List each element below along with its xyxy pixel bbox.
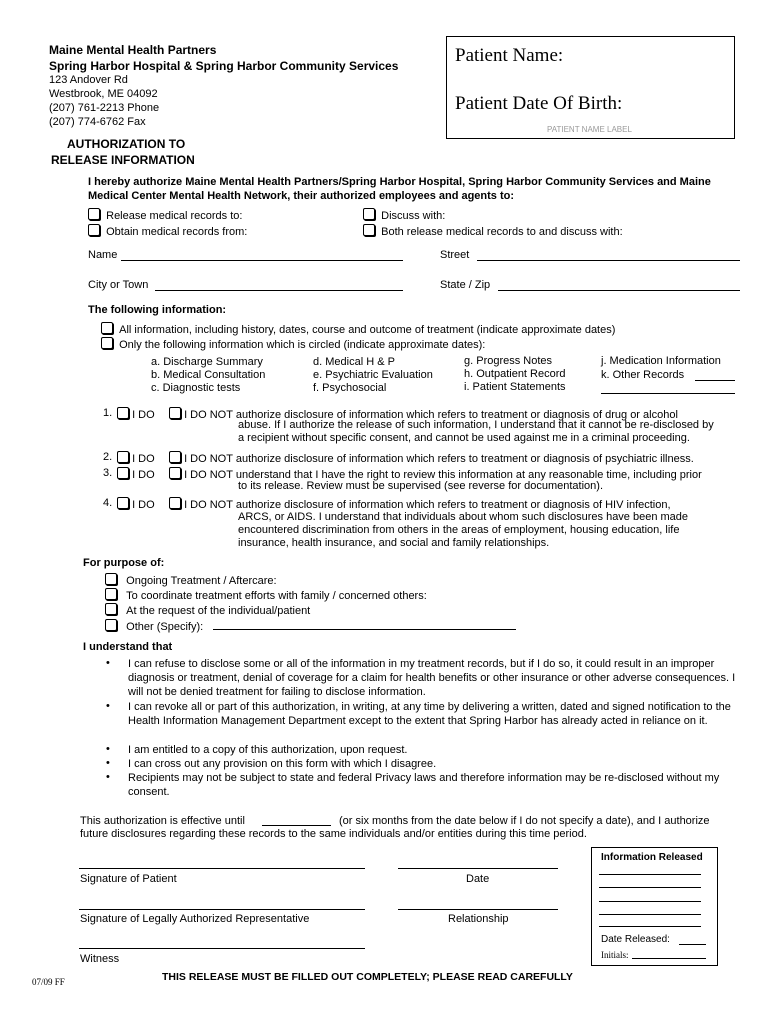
effective-date-line[interactable] <box>262 825 331 826</box>
purpose-coordinate-label: To coordinate treatment efforts with family / concerned others: <box>126 590 427 602</box>
consent-1-text-3: a recipient without specific consent, and cannot be used against me in a criminal proceeding. <box>238 432 690 444</box>
obtain-checkbox[interactable] <box>88 224 100 236</box>
item-g[interactable]: g. Progress Notes <box>464 355 553 367</box>
only-info-option[interactable] <box>101 337 485 351</box>
consent-3-text-2: to its release. Review must be supervised (see reverse for documentation). <box>238 480 603 492</box>
consent-2-ido-checkbox[interactable] <box>117 451 129 463</box>
item-f[interactable]: f. Psychosocial <box>313 382 387 394</box>
effective-text-3: future disclosures regarding these records to the same individuals and/or entities during this time period. <box>80 828 587 840</box>
consent-2-idonot-checkbox[interactable] <box>169 451 181 463</box>
all-info-label: All information, including history, dates, course and outcome of treatment (indicate approximate dates) <box>119 324 616 336</box>
understand-item-5: Recipients may not be subject to state and federal Privacy laws and therefore information may be re-disclosed without my consent. <box>128 772 720 798</box>
item-h[interactable]: h. Outpatient Record <box>464 368 566 380</box>
consent-1-ido[interactable] <box>117 407 155 421</box>
patient-signature-label: Signature of Patient <box>80 873 177 885</box>
release-label: Release medical records to: <box>106 210 243 222</box>
item-i[interactable]: i. Patient Statements <box>464 381 566 393</box>
date-released-label: Date Released: <box>601 934 670 945</box>
understand-item-3: I am entitled to a copy of this authorization, upon request. <box>128 744 408 756</box>
ido-label: I DO <box>132 453 155 465</box>
consent-4-ido-checkbox[interactable] <box>117 497 129 509</box>
purpose-other-label: Other (Specify): <box>126 621 204 633</box>
bullet-icon: • <box>106 743 110 755</box>
understand-heading: I understand that <box>83 641 173 653</box>
consent-4-text-4: insurance, health insurance, and social and family relationships. <box>238 537 550 549</box>
consent-4-idonot[interactable] <box>169 497 671 511</box>
consent-3-number: 3. <box>103 467 113 479</box>
purpose-heading: For purpose of: <box>83 557 165 569</box>
consent-1-idonot-checkbox[interactable] <box>169 407 181 419</box>
initials-line[interactable] <box>632 958 706 959</box>
consent-4-text-2: ARCS, or AIDS. I understand that individuals about whom such disclosures have been made <box>238 511 689 523</box>
consent-3-idonot[interactable] <box>169 467 702 481</box>
other-records-line[interactable] <box>695 380 735 381</box>
ido-label: I DO <box>132 499 155 511</box>
address-line-2: Westbrook, ME 04092 <box>49 88 158 100</box>
city-label: City or Town <box>88 279 149 291</box>
patient-dob-label: Patient Date Of Birth: <box>455 93 623 114</box>
rep-signature-label: Signature of Legally Authorized Representative <box>80 913 310 925</box>
consent-3-ido-checkbox[interactable] <box>117 467 129 479</box>
consent-2-number: 2. <box>103 451 113 463</box>
idonot-label: I DO NOT <box>184 453 233 465</box>
bullet-icon: • <box>106 757 110 769</box>
purpose-ongoing-checkbox[interactable] <box>105 573 117 585</box>
understand-item-2: I can revoke all or part of this authorization, in writing, at any time by delivering a written, dated and signed notification to the Health Information Management Department except to the extent that Spring Harbor has already acted in reliance on it. <box>128 701 731 727</box>
info-released-box <box>591 847 718 966</box>
date-released-line[interactable] <box>679 944 706 945</box>
form-title-line-2: RELEASE INFORMATION <box>51 153 195 167</box>
bullet-icon: • <box>106 657 110 669</box>
obtain-label: Obtain medical records from: <box>106 226 248 238</box>
bullet-icon: • <box>106 700 110 712</box>
item-k[interactable]: k. Other Records <box>601 369 685 381</box>
info-released-line-2[interactable] <box>599 887 701 888</box>
item-e[interactable]: e. Psychiatric Evaluation <box>313 369 433 381</box>
patient-signature-line[interactable] <box>79 868 365 869</box>
ido-label: I DO <box>132 469 155 481</box>
consent-2-ido[interactable] <box>117 451 155 465</box>
other-records-line-2[interactable] <box>601 393 735 394</box>
patient-name-label: Patient Name: <box>455 45 564 66</box>
consent-2-idonot[interactable] <box>169 451 694 465</box>
purpose-other-line[interactable] <box>213 629 516 630</box>
street-label: Street <box>440 249 470 261</box>
address-line-1: 123 Andover Rd <box>49 74 128 86</box>
purpose-ongoing[interactable] <box>105 573 277 587</box>
idonot-label: I DO NOT <box>184 499 233 511</box>
witness-label: Witness <box>80 953 120 965</box>
purpose-coordinate[interactable] <box>105 588 427 602</box>
release-checkbox[interactable] <box>88 208 100 220</box>
patient-label-caption: PATIENT NAME LABEL <box>547 125 632 134</box>
form-title-line-1: AUTHORIZATION TO <box>67 137 186 151</box>
all-info-checkbox[interactable] <box>101 322 113 334</box>
consent-3-text-1: understand that I have the right to review this information at any reasonable time, including prior <box>235 469 702 481</box>
item-j[interactable]: j. Medication Information <box>601 355 721 367</box>
consent-1-ido-checkbox[interactable] <box>117 407 129 419</box>
consent-1-number: 1. <box>103 407 113 419</box>
state-label: State / Zip <box>440 279 491 291</box>
obtain-option[interactable] <box>88 224 247 238</box>
street-line[interactable] <box>477 260 740 261</box>
item-d[interactable]: d. Medical H & P <box>313 356 395 368</box>
state-zip-line[interactable] <box>498 290 740 291</box>
purpose-request-label: At the request of the individual/patient <box>126 605 311 617</box>
discuss-label: Discuss with: <box>381 210 446 222</box>
consent-4-text-1: authorize disclosure of information which refers to treatment or diagnosis of HIV infection, <box>235 499 671 511</box>
relationship-label: Relationship <box>448 913 509 925</box>
consent-4-ido[interactable] <box>117 497 155 511</box>
phone: (207) 761-2213 Phone <box>49 102 160 114</box>
info-released-title: Information Released <box>601 852 703 863</box>
all-info-option[interactable] <box>101 322 615 336</box>
following-heading: The following information: <box>88 304 227 316</box>
info-released-line-1[interactable] <box>599 874 701 875</box>
consent-3-idonot-checkbox[interactable] <box>169 467 181 479</box>
consent-1-text-2: abuse. If I authorize the release of such information, I understand that it cannot be re-disclosed by <box>238 419 714 431</box>
patient-label-box[interactable] <box>446 36 735 139</box>
consent-3-ido[interactable] <box>117 467 155 481</box>
discuss-option[interactable] <box>363 208 445 222</box>
effective-text-1: This authorization is effective until <box>80 815 245 827</box>
purpose-coordinate-checkbox[interactable] <box>105 588 117 600</box>
understand-item-1: I can refuse to disclose some or all of the information in my treatment records, but if I do so, it could result in an improper diagnosis or treatment, denial of coverage for a claim for health benefits or other insurance or other adverse consequences. I will not be denied treatment for failing to disclose information. <box>128 658 736 698</box>
footer-notice: THIS RELEASE MUST BE FILLED OUT COMPLETELY; PLEASE READ CAREFULLY <box>162 971 573 983</box>
effective-text-2: (or six months from the date below if I do not specify a date), and I authorize <box>339 815 710 827</box>
city-line[interactable] <box>155 290 403 291</box>
both-option[interactable] <box>363 224 623 238</box>
consent-2-text: authorize disclosure of information which refers to treatment or diagnosis of psychiatric illness. <box>235 453 694 465</box>
item-a[interactable]: a. Discharge Summary <box>151 356 263 368</box>
relationship-line[interactable] <box>398 909 558 910</box>
form-code: 07/09 FF <box>32 977 65 987</box>
consent-1-text-1: authorize disclosure of information which refers to treatment or diagnosis of drug or alcohol <box>235 409 678 421</box>
item-c[interactable]: c. Diagnostic tests <box>151 382 241 394</box>
discuss-checkbox[interactable] <box>363 208 375 220</box>
idonot-label: I DO NOT <box>184 469 233 481</box>
only-info-label: Only the following information which is circled (indicate approximate dates): <box>119 339 486 351</box>
only-info-checkbox[interactable] <box>101 337 113 349</box>
bullet-icon: • <box>106 771 110 783</box>
org-name: Maine Mental Health Partners <box>49 43 217 57</box>
ido-label: I DO <box>132 409 155 421</box>
item-b[interactable]: b. Medical Consultation <box>151 369 266 381</box>
release-option[interactable] <box>88 208 242 222</box>
fax: (207) 774-6762 Fax <box>49 116 146 128</box>
info-released-line-5[interactable] <box>599 926 701 927</box>
rep-signature-line[interactable] <box>79 909 365 910</box>
purpose-request[interactable] <box>105 603 310 617</box>
name-label: Name <box>88 249 118 261</box>
understand-item-4: I can cross out any provision on this form with which I disagree. <box>128 758 437 770</box>
consent-4-idonot-checkbox[interactable] <box>169 497 181 509</box>
purpose-other-checkbox[interactable] <box>105 619 117 631</box>
purpose-ongoing-label: Ongoing Treatment / Aftercare: <box>126 575 277 587</box>
both-label: Both release medical records to and discuss with: <box>381 226 623 238</box>
consent-4-number: 4. <box>103 497 113 509</box>
purpose-other[interactable] <box>105 619 203 633</box>
intro-text: I hereby authorize Maine Mental Health Partners/Spring Harbor Hospital, Spring Harbor Community Services and Maine Medical Center Mental Health Network, their authorized employees and agents to: <box>88 176 711 202</box>
name-line[interactable] <box>121 260 403 261</box>
date-line[interactable] <box>398 868 558 869</box>
purpose-request-checkbox[interactable] <box>105 603 117 615</box>
initials-label: Initials: <box>601 950 629 960</box>
witness-line[interactable] <box>79 948 365 949</box>
org-subtitle: Spring Harbor Hospital & Spring Harbor Community Services <box>49 59 399 73</box>
date-label: Date <box>466 873 490 885</box>
info-released-line-3[interactable] <box>599 901 701 902</box>
info-released-line-4[interactable] <box>599 914 701 915</box>
both-checkbox[interactable] <box>363 224 375 236</box>
idonot-label: I DO NOT <box>184 409 233 421</box>
consent-4-text-3: encountered discrimination from others in the areas of employment, housing education, life <box>238 524 680 536</box>
